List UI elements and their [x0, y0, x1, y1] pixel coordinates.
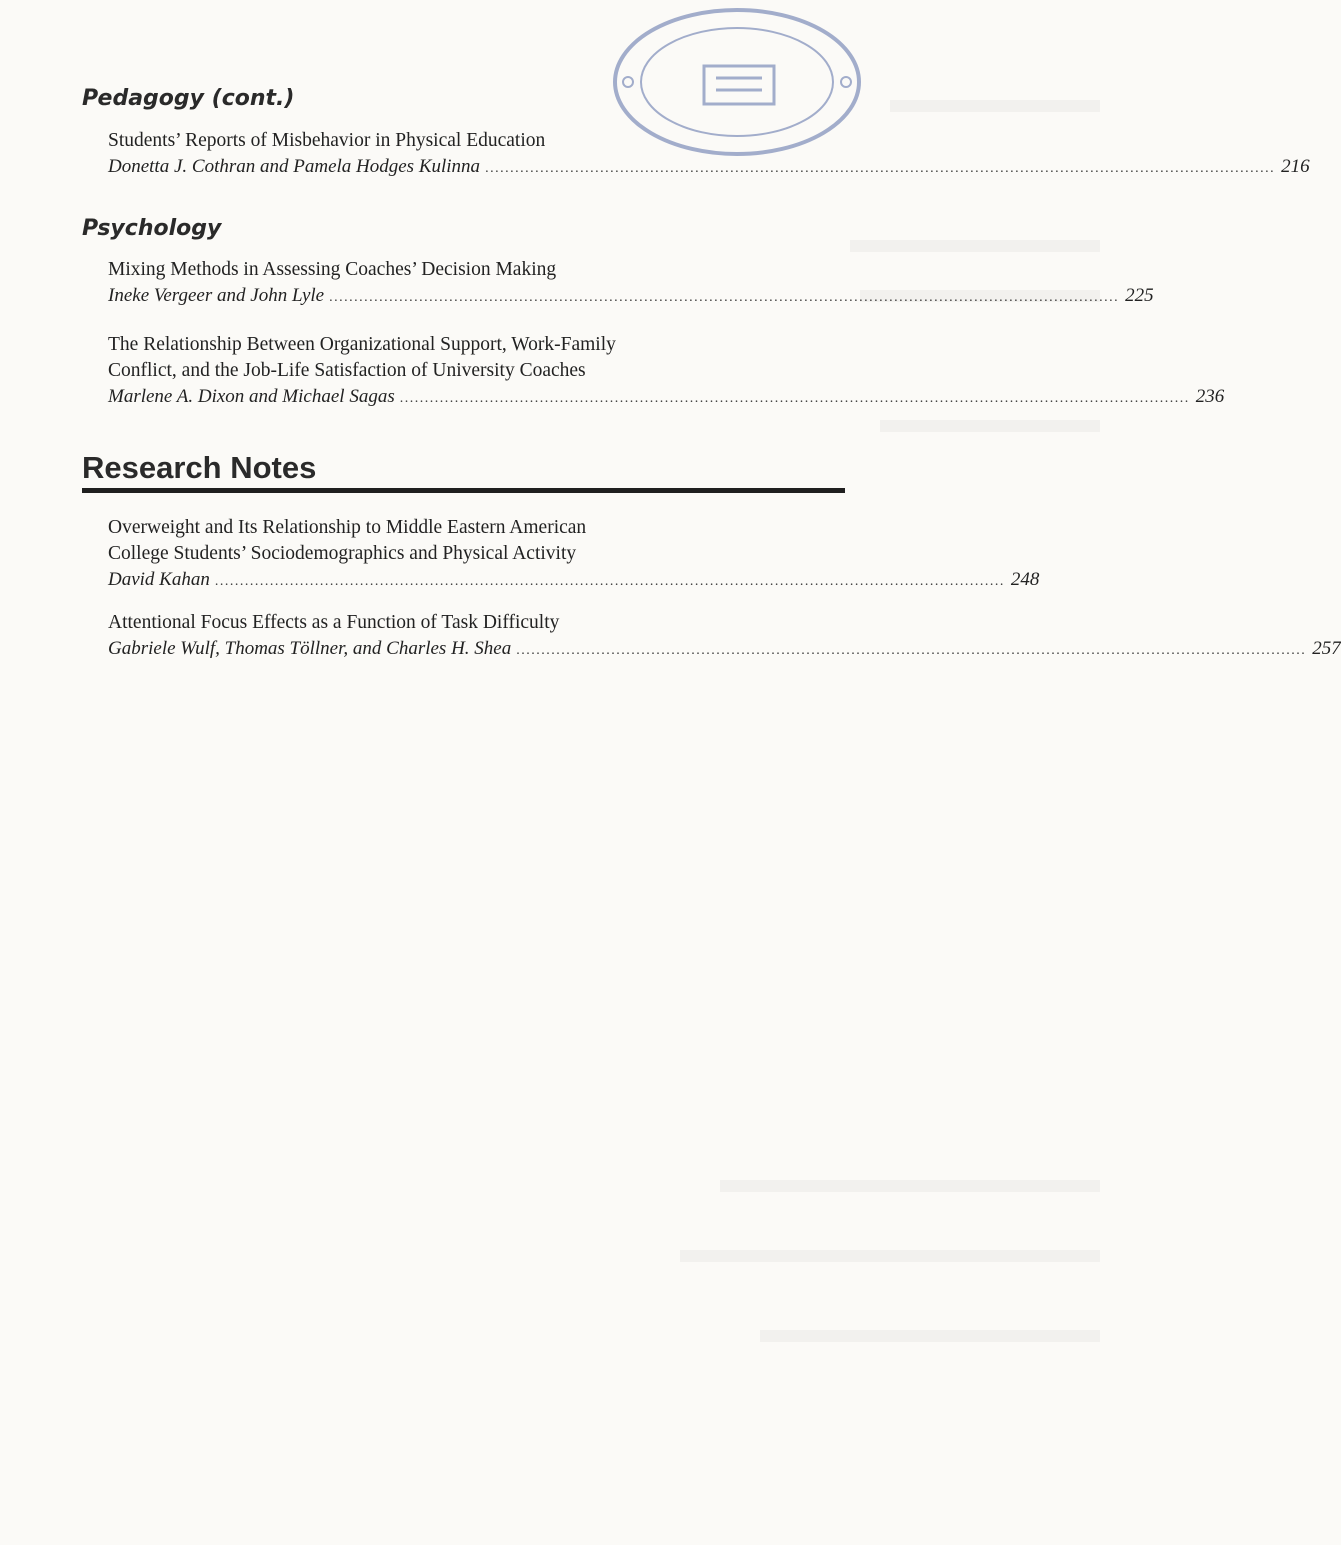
page-number: 257: [1312, 638, 1341, 659]
article-title: College Students’ Sociodemographics and Physical Activity: [108, 543, 577, 564]
bleed-through: [680, 1250, 1100, 1262]
dot-leader: ..............................................................................................................................................................: [516, 643, 1307, 658]
toc-entry[interactable]: [108, 128, 1310, 182]
article-title: Mixing Methods in Assessing Coaches’ Decision Making: [108, 259, 557, 280]
toc-entry[interactable]: [108, 332, 1225, 412]
bleed-through: [880, 420, 1100, 432]
toc-entry[interactable]: [108, 610, 1341, 664]
author-line: [108, 384, 1225, 412]
article-title: Overweight and Its Relationship to Middle Eastern American: [108, 517, 587, 538]
page-number: 225: [1125, 285, 1154, 306]
author-line: [108, 154, 1310, 182]
section-heading-pedagogy: Pedagogy (cont.): [82, 86, 295, 111]
author-line: [108, 567, 1040, 595]
page-number: 248: [1010, 569, 1040, 590]
dot-leader: ..............................................................................................................................................................: [329, 290, 1120, 305]
article-authors: Ineke Vergeer and John Lyle: [108, 285, 325, 306]
bleed-through: [720, 1180, 1100, 1192]
article-title: Students’ Reports of Misbehavior in Physical Education: [108, 130, 546, 151]
toc-entry[interactable]: [108, 257, 1154, 311]
article-authors: David Kahan: [108, 569, 210, 590]
article-authors: Gabriele Wulf, Thomas Töllner, and Charles H. Shea: [108, 638, 512, 659]
page-number: 216: [1281, 156, 1310, 177]
article-title: Conflict, and the Job-Life Satisfaction of University Coaches: [108, 360, 586, 381]
page-number: 236: [1195, 386, 1225, 407]
author-line: [108, 636, 1341, 664]
article-title: Attentional Focus Effects as a Function of Task Difficulty: [108, 612, 560, 633]
dot-leader: ..............................................................................................................................................................: [214, 574, 1005, 589]
dot-leader: ..............................................................................................................................................................: [485, 161, 1276, 176]
article-authors: Donetta J. Cothran and Pamela Hodges Kulinna: [108, 156, 481, 177]
section-heading-psychology: Psychology: [82, 216, 222, 241]
heading-rule: [82, 488, 845, 493]
dot-leader: ..............................................................................................................................................................: [399, 391, 1190, 406]
bleed-through: [760, 1330, 1100, 1342]
bleed-through: [890, 100, 1100, 112]
section-heading-research-notes: Research Notes: [82, 450, 317, 485]
bleed-through: [850, 240, 1100, 252]
article-authors: Marlene A. Dixon and Michael Sagas: [108, 386, 395, 407]
toc-entry[interactable]: [108, 515, 1040, 595]
article-title: The Relationship Between Organizational Support, Work-Family: [108, 334, 616, 355]
author-line: [108, 283, 1154, 311]
